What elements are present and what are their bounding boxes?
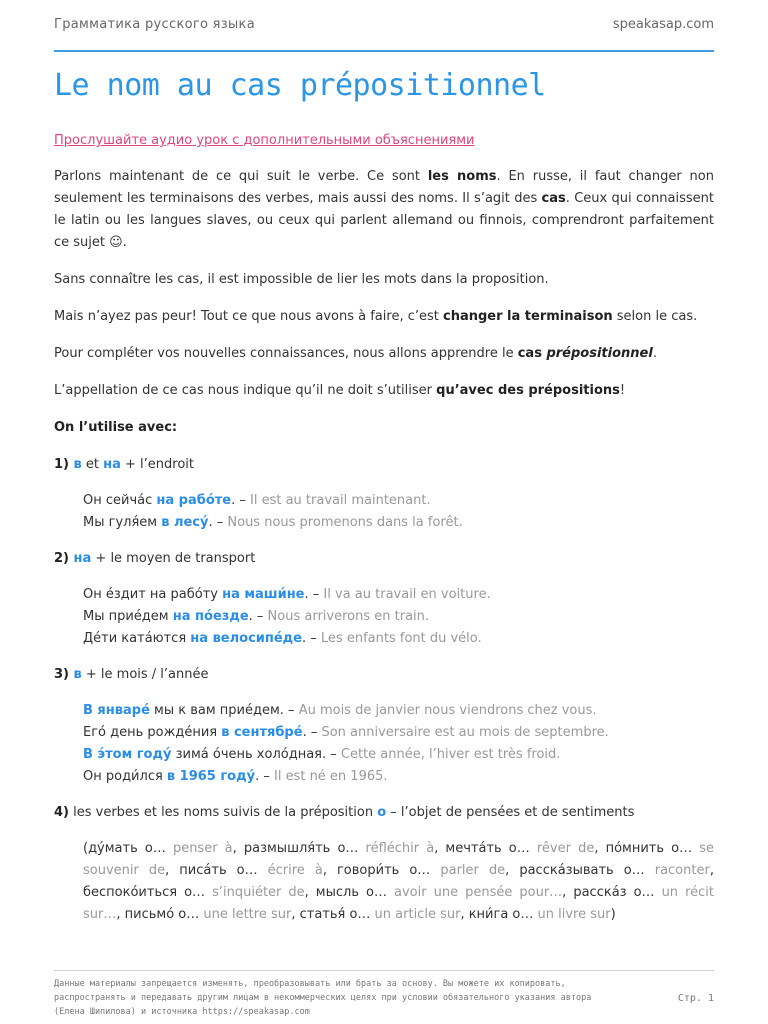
example-sentence: Он роди́лся в 1965 году́. – Il est né en 1965. xyxy=(83,769,388,784)
paragraph-5: L’appellation de ce cas nous indique qu’il ne doit s’utiliser qu’avec des prépositions! xyxy=(54,383,626,398)
rule-4-heading: 4) les verbes et les noms suivis de la préposition о – l’objet de pensées et de sentiments xyxy=(54,805,635,820)
rule-3-heading: 3) в + le mois / l’année xyxy=(54,667,209,682)
paragraph-3: Mais n’ayez pas peur! Tout ce que nous avons à faire, c’est changer la terminaison selon le cas. xyxy=(54,309,698,324)
example-sentence: Он е́здит на рабо́ту на маши́не. – Il va au travail en voiture. xyxy=(83,587,491,602)
rule-1-examples xyxy=(54,490,714,534)
page-footer xyxy=(54,970,714,1019)
rule-3-examples xyxy=(54,700,714,788)
lesson-content xyxy=(54,130,714,926)
copyright-notice: Данные материалы запрещается изменять, преобразовывать или брать за основу. Вы можете их копировать, распространять и передавать другим лицам в некоммерческих целях при условии обязательного указания автора (Елена Шипилова) и источника https://speakasap.com xyxy=(54,979,592,1017)
example-sentence: В э́том году́ зима́ о́чень холо́дная. – Cette année, l’hiver est très froid. xyxy=(83,747,561,762)
example-sentence: Де́ти ката́ются на велосипе́де. – Les enfants font du vélo. xyxy=(83,631,482,646)
rule-1-heading: 1) в et на + l’endroit xyxy=(54,457,195,472)
usage-heading: On l’utilise avec: xyxy=(54,420,178,435)
rule-2-examples xyxy=(54,584,714,650)
example-sentence: В январе́ мы к вам прие́дем. – Au mois de janvier nous viendrons chez vous. xyxy=(83,703,597,718)
rule-2-heading: 2) на + le moyen de transport xyxy=(54,551,256,566)
example-sentence: Мы прие́дем на по́езде. – Nous arriverons en train. xyxy=(83,609,430,624)
paragraph-4: Pour compléter vos nouvelles connaissances, nous allons apprendre le cas prépositionnel. xyxy=(54,346,657,361)
example-sentence: Его́ день рожде́ния в сентябре́. – Son anniversaire est au mois de septembre. xyxy=(83,725,609,740)
paragraph-2: Sans connaître les cas, il est impossible de lier les mots dans la proposition. xyxy=(54,272,549,287)
header-site: speakasap.com xyxy=(612,17,714,32)
header-title: Грамматика русского языка xyxy=(54,17,255,32)
page-header xyxy=(54,14,714,52)
intro-paragraph: Parlons maintenant de ce qui suit le verbe. Ce sont les noms. En russe, il faut changer non seulement les terminaisons des verbes, mais aussi des noms. Il s’agit des cas. Ceux qui connaissent le latin ou les langues slaves, ou ceux qui parlent allemand ou finnois, comprendront parfaitement ce sujet ☺. xyxy=(54,169,715,250)
page-title: Le nom au cas prépositionnel xyxy=(54,68,546,103)
audio-lesson-link[interactable]: Прослушайте аудио урок с дополнительными объяснениями xyxy=(54,133,475,148)
rule-4-word-list: (ду́мать о… penser à, размышля́ть о… réfléchir à, мечта́ть о… rêver de, по́мнить о… se souvenir de, писа́ть о… écrire à, говори́ть о… parler de, расска́зывать о… raconter, беспоко́иться о… s’inquiéter de, мысль о… avoir une pensée pour…, расска́з о… un récit sur…, письмо́ о… une lettre sur, статья́ о… un article sur, кни́га о… un livre sur) xyxy=(83,841,714,922)
example-sentence: Он сейча́с на рабо́те. – Il est au travail maintenant. xyxy=(83,493,431,508)
page-number: Стр. 1 xyxy=(677,993,714,1004)
example-sentence: Мы гуля́ем в лесу́. – Nous nous promenons dans la forêt. xyxy=(83,515,463,530)
